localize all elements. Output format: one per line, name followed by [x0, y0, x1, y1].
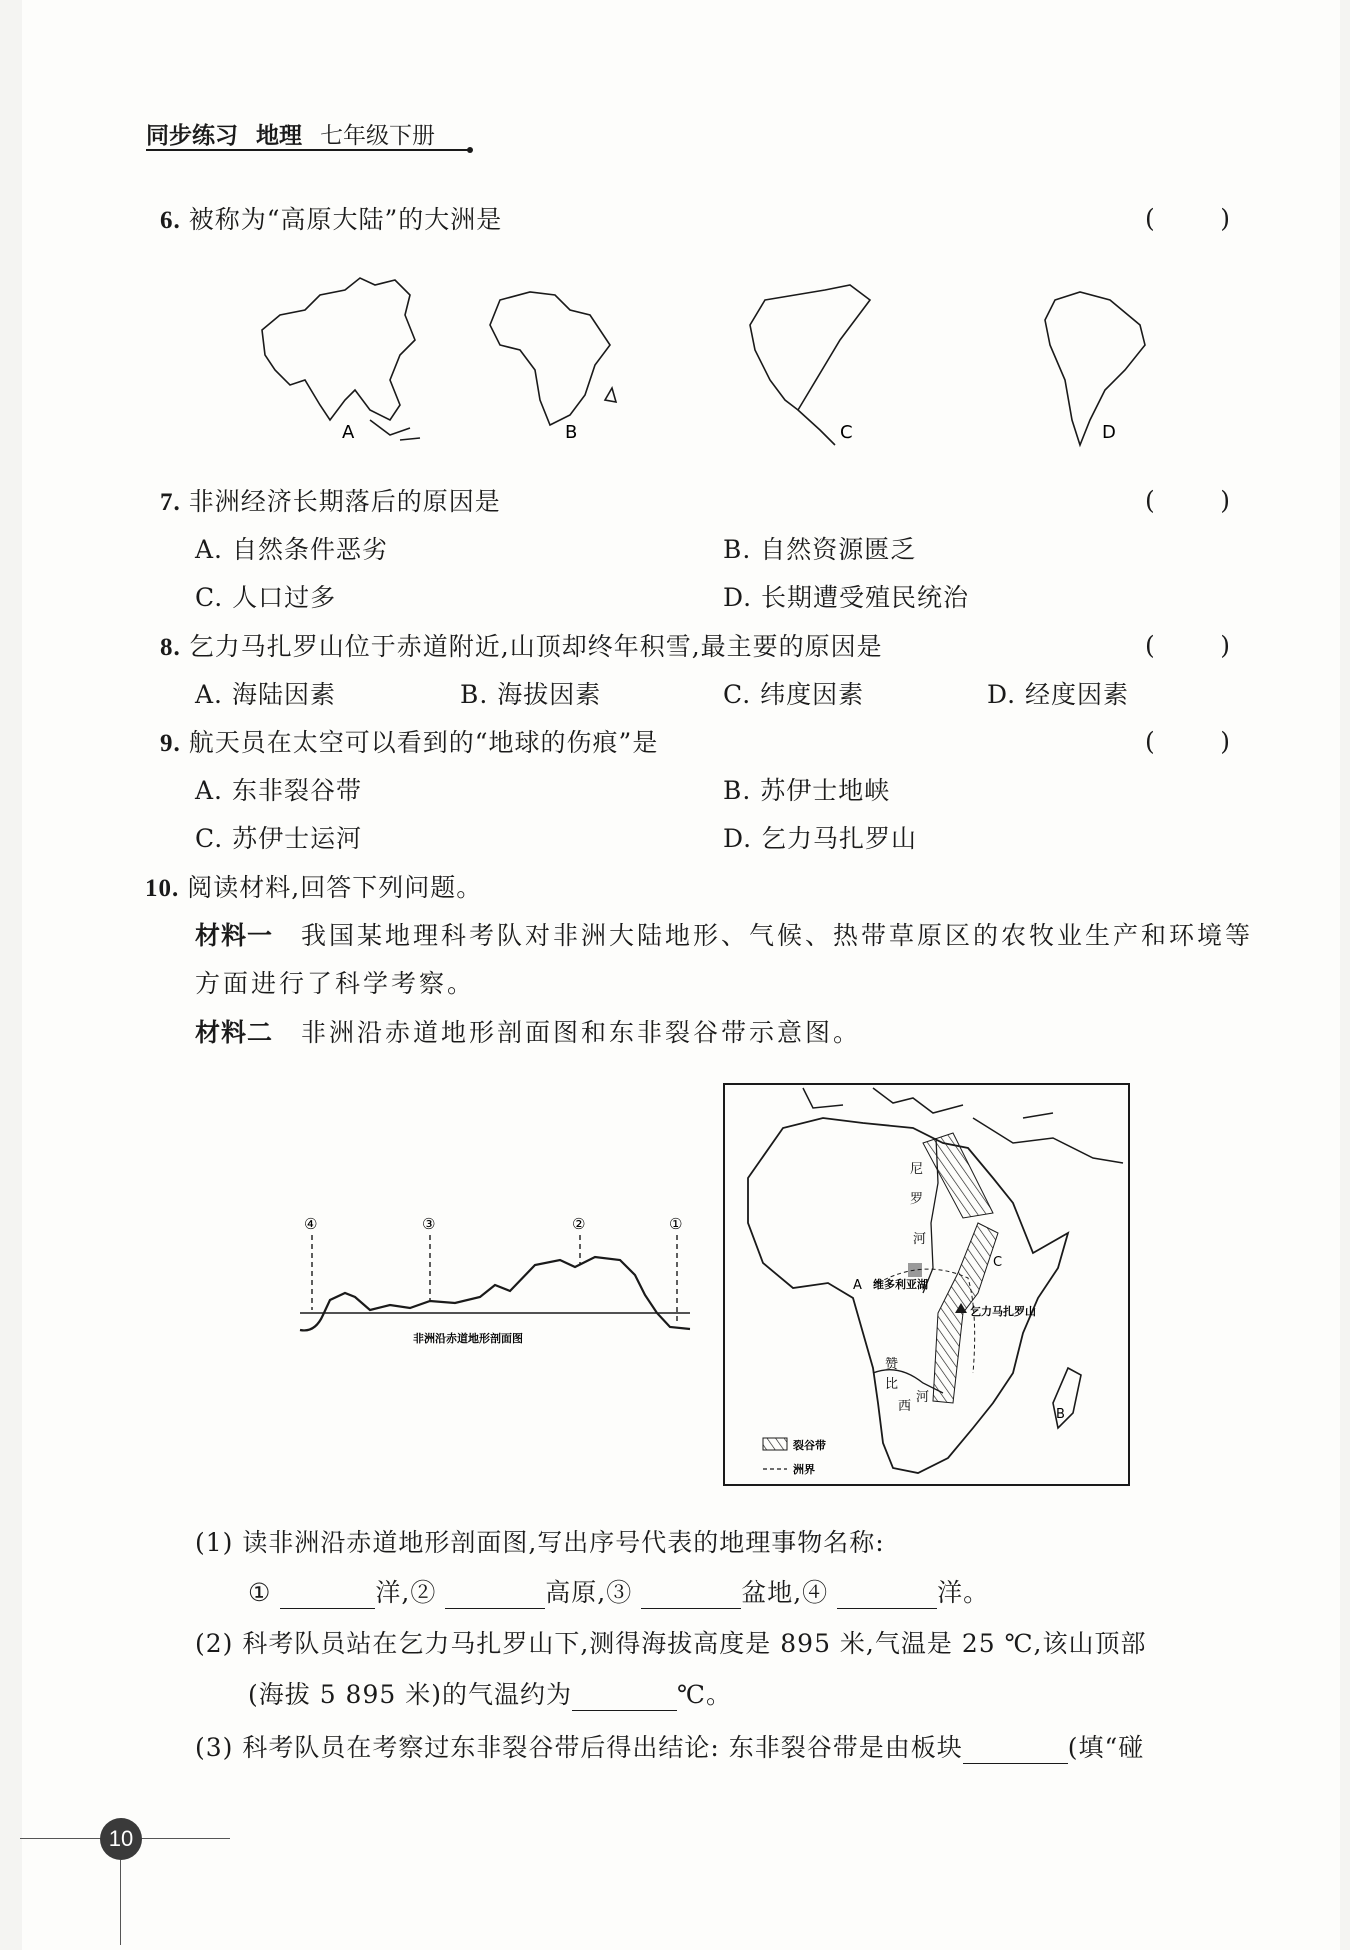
material-1-cont: 方面进行了科学考察。	[195, 969, 476, 998]
subquestion-1-fill	[248, 1573, 989, 1609]
lake-victoria-label: 维多利亚湖	[873, 1278, 928, 1291]
sub3-tail: (填“碰	[1067, 1733, 1145, 1762]
option-9c[interactable]: C. 苏伊士运河	[195, 824, 363, 853]
material-2-label: 材料二	[195, 1018, 274, 1047]
question-6	[160, 200, 502, 236]
zambezi-label-1: 赞	[885, 1357, 899, 1372]
answer-paren-8[interactable]	[1145, 631, 1230, 660]
fill-1-prefix: ①	[248, 1578, 272, 1607]
option-8c[interactable]: C. 纬度因素	[723, 680, 865, 709]
map-point-c: C	[993, 1255, 1003, 1270]
option-8a[interactable]: A. 海陆因素	[195, 680, 336, 709]
subquestion-2: (2) 科考队员站在乞力马扎罗山下,测得海拔高度是 895 米,气温是 25 ℃,该山顶部	[195, 1629, 1147, 1658]
blank-4[interactable]	[837, 1580, 937, 1609]
question-text: 非洲经济长期落后的原因是	[188, 487, 501, 516]
equator-profile-diagram	[295, 1205, 705, 1355]
page-number: 10	[100, 1818, 142, 1860]
question-number: 8.	[160, 634, 181, 661]
marker-4: ④	[304, 1215, 318, 1233]
subquestion-2-cont	[248, 1675, 732, 1711]
zambezi-label-4: 河	[916, 1390, 930, 1405]
map-label-d: D	[1102, 422, 1116, 443]
option-7b[interactable]: B. 自然资源匮乏	[723, 535, 917, 564]
fill-3-prefix: 高原,③	[545, 1578, 633, 1607]
paren-left: (	[1145, 631, 1155, 660]
paren-left: (	[1145, 727, 1155, 756]
question-9	[160, 723, 658, 759]
option-8b[interactable]: B. 海拔因素	[460, 680, 602, 709]
north-america-outline	[750, 285, 870, 445]
option-7c[interactable]: C. 人口过多	[195, 583, 337, 612]
east-africa-rift-map	[723, 1083, 1130, 1486]
blank-2[interactable]	[445, 1580, 545, 1609]
continent-outlines	[250, 270, 1150, 455]
paren-left: (	[1145, 204, 1155, 233]
material-1-text: 我国某地理科考队对非洲大陆地形、气候、热带草原区的农牧业生产和环境等	[301, 921, 1254, 950]
question-text: 被称为“高原大陆”的大洲是	[188, 205, 503, 234]
running-header	[146, 117, 435, 150]
question-text: 阅读材料,回答下列问题。	[187, 873, 483, 902]
answer-paren-6[interactable]	[1145, 204, 1230, 233]
answer-paren-7[interactable]	[1145, 486, 1230, 515]
material-1	[195, 916, 1253, 952]
asia-outline	[262, 278, 420, 440]
blank-plate[interactable]	[963, 1735, 1068, 1764]
map-label-a: A	[342, 422, 355, 443]
zambezi-label-2: 比	[885, 1377, 899, 1392]
marker-3: ③	[422, 1215, 436, 1233]
map-label-b: B	[565, 422, 578, 443]
kilimanjaro-label: 乞力马扎罗山	[970, 1305, 1036, 1318]
header-rule	[146, 149, 471, 151]
sub2-cont-b: ℃。	[676, 1680, 732, 1709]
nile-label-2: 罗	[910, 1192, 924, 1207]
option-8d[interactable]: D. 经度因素	[987, 680, 1130, 709]
blank-3[interactable]	[641, 1580, 741, 1609]
question-8	[160, 627, 883, 663]
terrain-profile-line	[300, 1257, 690, 1330]
paren-right: )	[1220, 486, 1230, 515]
sub2-cont-a: (海拔 5 895 米)的气温约为	[248, 1680, 572, 1709]
material-2-text: 非洲沿赤道地形剖面图和东非裂谷带示意图。	[301, 1018, 862, 1047]
map-label-c: C	[840, 422, 853, 443]
question-number: 9.	[160, 730, 181, 757]
series-label: 同步练习	[146, 123, 238, 149]
lake-victoria	[908, 1263, 922, 1277]
question-number: 7.	[160, 489, 181, 516]
question-10	[145, 868, 482, 904]
map-point-b: B	[1056, 1407, 1065, 1422]
marker-1: ①	[669, 1215, 683, 1233]
subquestion-3	[195, 1728, 1144, 1764]
paren-right: )	[1220, 204, 1230, 233]
material-2	[195, 1013, 861, 1049]
option-9a[interactable]: A. 东非裂谷带	[195, 776, 362, 805]
africa-outline	[490, 292, 616, 425]
sub3-text: (3) 科考队员在考察过东非裂谷带后得出结论: 东非裂谷带是由板块	[195, 1733, 963, 1762]
fill-5-suffix: 洋。	[937, 1578, 990, 1607]
fill-2-prefix: 洋,②	[375, 1578, 437, 1607]
footer-vertical-rule	[120, 1860, 121, 1945]
header-dot	[467, 147, 473, 153]
question-number: 6.	[160, 207, 181, 234]
legend-rift-swatch	[763, 1438, 787, 1450]
marker-2: ②	[572, 1215, 586, 1233]
option-9d[interactable]: D. 乞力马扎罗山	[723, 824, 918, 853]
profile-caption: 非洲沿赤道地形剖面图	[413, 1332, 523, 1345]
fill-4-prefix: 盆地,④	[741, 1578, 829, 1607]
south-america-outline	[1045, 292, 1145, 445]
question-7	[160, 482, 501, 518]
legend-rift-label: 裂谷带	[793, 1439, 826, 1452]
question-text: 乞力马扎罗山位于赤道附近,山顶却终年积雪,最主要的原因是	[188, 632, 883, 661]
material-1-label: 材料一	[195, 921, 274, 950]
paren-right: )	[1220, 727, 1230, 756]
map-point-a: A	[853, 1278, 862, 1293]
grade-label: 七年级下册	[320, 123, 435, 149]
question-text: 航天员在太空可以看到的“地球的伤痕”是	[188, 728, 659, 757]
option-9b[interactable]: B. 苏伊士地峡	[723, 776, 891, 805]
option-7d[interactable]: D. 长期遭受殖民统治	[723, 583, 970, 612]
paren-left: (	[1145, 486, 1155, 515]
nile-label-3: 河	[913, 1232, 927, 1247]
legend-boundary-label: 洲界	[793, 1463, 815, 1476]
paren-right: )	[1220, 631, 1230, 660]
subquestion-1: (1) 读非洲沿赤道地形剖面图,写出序号代表的地理事物名称:	[195, 1528, 885, 1557]
option-7a[interactable]: A. 自然条件恶劣	[195, 535, 388, 564]
blank-temperature[interactable]	[572, 1682, 677, 1711]
question-number: 10.	[145, 875, 180, 902]
subject-label: 地理	[256, 123, 302, 149]
zambezi-label-3: 西	[898, 1399, 912, 1414]
nile-label-1: 尼	[910, 1162, 924, 1177]
blank-1[interactable]	[280, 1580, 375, 1609]
answer-paren-9[interactable]	[1145, 727, 1230, 756]
